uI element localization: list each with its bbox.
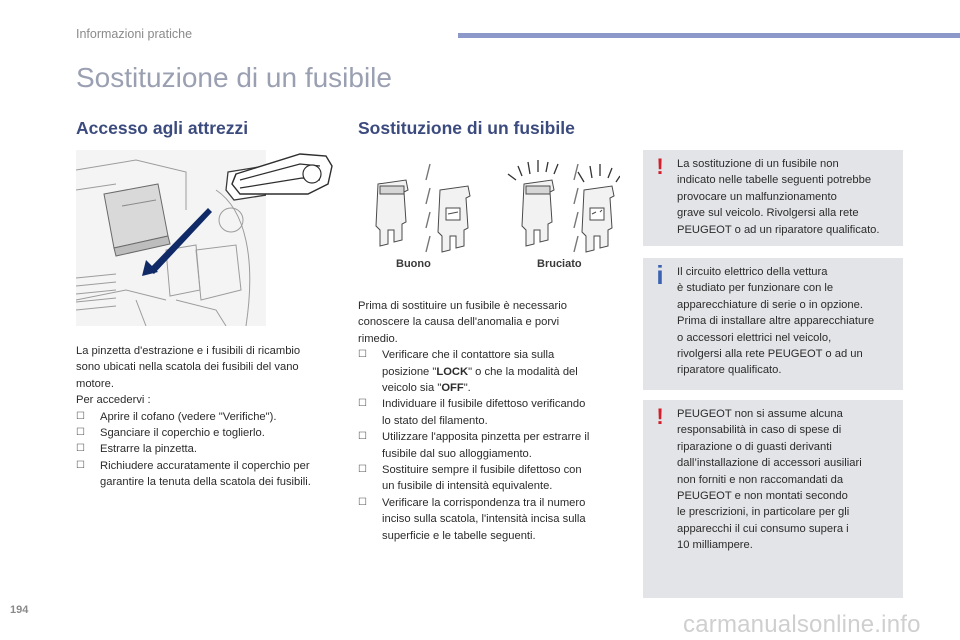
list-item: ☐ Verificare la corrispondenza tra il numero inciso sulla scatola, l'intensità incisa sulla superficie e le tabelle seguenti.: [358, 496, 586, 542]
checkbox-bullet-icon: ☐: [76, 443, 85, 455]
section-label: Informazioni pratiche: [76, 27, 193, 41]
fuse-good-label: Buono: [396, 258, 431, 270]
list-item: ☐ Sganciare il coperchio e toglierlo.: [76, 425, 338, 441]
warning-icon: !: [656, 404, 664, 429]
fuse-condition-illustration: [358, 150, 620, 275]
page-number: 194: [10, 604, 29, 616]
intro-line: rimedio.: [358, 332, 398, 345]
info-icon: i: [656, 260, 664, 290]
info-note-electrical-circuit: i Il circuito elettrico della vettura è studiato per funzionare con le apparecchiature di serie o in opzione. Prima di installare altre apparecchiature o accessori elettrici nel veicolo, rivolgersi alla rete PEUGEOT o ad un riparatore qualificato.: [643, 258, 903, 390]
warning-icon: !: [656, 154, 664, 179]
checkbox-bullet-icon: ☐: [358, 496, 367, 508]
checkbox-bullet-icon: ☐: [358, 349, 367, 361]
watermark: carmanualsonline.info: [683, 611, 921, 638]
fuse-blown-label: Bruciato: [537, 258, 582, 270]
warning-note-fuse-tables: ! La sostituzione di un fusibile non indicato nelle tabelle seguenti potrebbe provocare un malfunzionamento grave sul veicolo. Rivolgersi alla rete PEUGEOT o ad un riparatore qualificato.: [643, 150, 903, 246]
intro-line: Per accedervi :: [76, 394, 151, 407]
intro-line: sono ubicati nella scatola dei fusibili del vano: [76, 361, 299, 374]
heading-fuse-replacement: Sostituzione di un fusibile: [358, 118, 575, 138]
fuse-replacement-text: [358, 298, 620, 544]
checkbox-bullet-icon: ☐: [358, 464, 367, 476]
checkbox-bullet-icon: ☐: [76, 459, 85, 471]
list-item: ☐ Verificare che il contattore sia sulla posizione "LOCK" o che la modalità del veicolo sia "OFF".: [358, 349, 578, 395]
intro-line: motore.: [76, 377, 114, 390]
intro-line: La pinzetta d'estrazione e i fusibili di ricambio: [76, 345, 301, 357]
heading-tool-access: Accesso agli attrezzi: [76, 118, 249, 138]
list-item: ☐ Richiudere accuratamente il coperchio per garantire la tenuta della scatola dei fusibili.: [76, 459, 311, 489]
checkbox-bullet-icon: ☐: [358, 431, 367, 443]
list-item: ☐ Utilizzare l'apposita pinzetta per estrarre il fusibile dal suo alloggiamento.: [358, 431, 590, 460]
list-item: ☐ Aprire il cofano (vedere "Verifiche").: [76, 409, 338, 425]
checkbox-bullet-icon: ☐: [358, 398, 367, 410]
fuse-tweezer-illustration: [230, 150, 334, 202]
checkbox-bullet-icon: ☐: [76, 410, 85, 422]
intro-line: conoscere la causa dell'anomalia e porvi: [358, 316, 560, 329]
list-item: ☐ Individuare il fusibile difettoso verificando lo stato del filamento.: [358, 398, 586, 427]
tool-access-text: [76, 343, 338, 491]
intro-line: Prima di sostituire un fusibile è necessario: [358, 300, 567, 312]
warning-note-liability: ! PEUGEOT non si assume alcuna responsabilità in caso di spese di riparazione o di guasti derivanti dall’installazione di accessori ausiliari non forniti e non raccomandati da PEUGEOT e non montati secondo le prescrizioni, in particolare per gli apparecchi il cui consumo supera i 10 milliampere.: [643, 400, 903, 598]
header-accent-bar: [458, 33, 960, 38]
fuse-replacement-steps: [358, 347, 620, 544]
page-title: Sostituzione di un fusibile: [76, 62, 392, 93]
list-item: ☐ Estrarre la pinzetta.: [76, 441, 338, 457]
list-item: ☐ Sostituire sempre il fusibile difettoso con un fusibile di intensità equivalente.: [358, 464, 582, 493]
tool-access-steps: [76, 409, 338, 491]
checkbox-bullet-icon: ☐: [76, 427, 85, 439]
